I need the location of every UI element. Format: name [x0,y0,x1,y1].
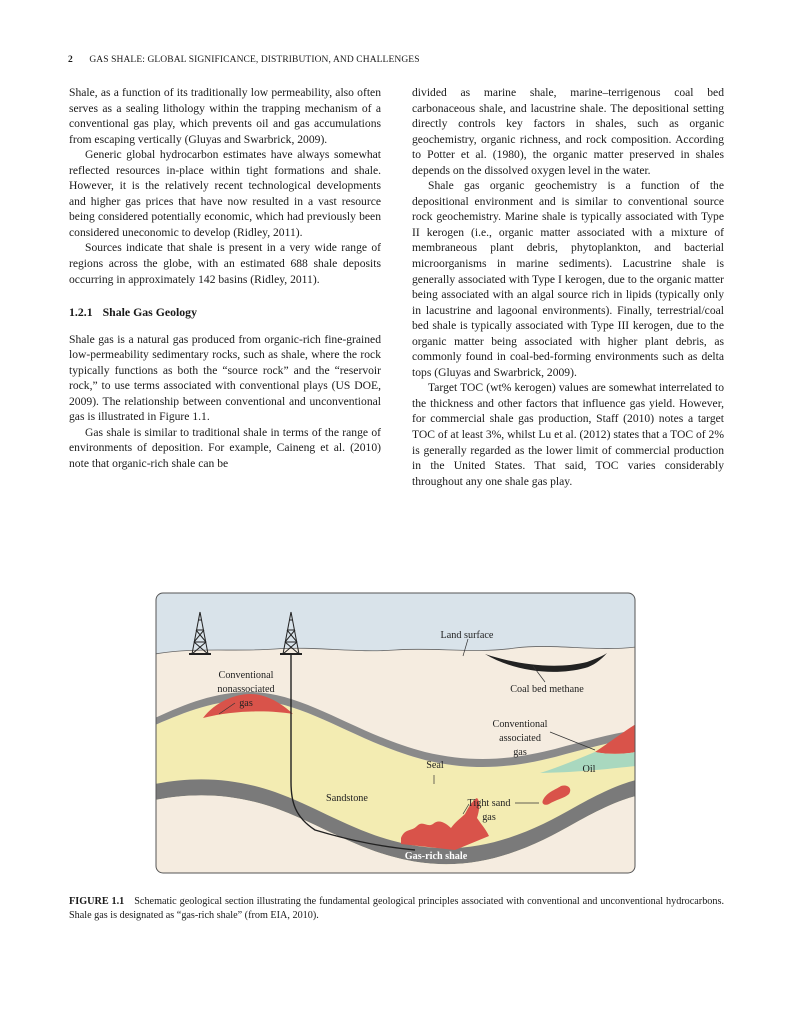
label-seal: Seal [426,760,444,771]
left-column [69,85,381,472]
label-coal-bed-methane: Coal bed methane [510,684,584,695]
paragraph: Gas shale is similar to traditional shale in terms of the range of environments of deposition. For example, Caineng et al. (2010) note that organic-rich shale can be [69,425,381,471]
paragraph: Shale, as a function of its traditionally low permeability, also often serves as a sealing lithology within the trapping mechanism of a conventional gas play, which prevents oil and gas accumulations from escaping vertically (Gluyas and Swarbrick, 2009). [69,86,381,146]
running-title: GAS SHALE: GLOBAL SIGNIFICANCE, DISTRIBUTION, AND CHALLENGES [89,55,420,65]
caption-text: Schematic geological section illustrating the fundamental geological principles associated with conventional and unconventional hydrocarbons. Shale gas is designated as “gas-rich shale” (from EIA, 2010). [69,896,724,921]
label-conventional-nonassociated-gas-line2: nonassociated [217,684,275,695]
paragraph: Shale gas organic geochemistry is a function of the depositional environment and is similar to conventional source rock geochemistry. Marine shale is typically associated with Type II kerogen (i.e., organic matter associated with a mixture of membraneous plant debris, phytoplankton, and bacterial microorganisms in marine sediments). Lacustrine shale is generally associated with Type I kerogen, due to the organic matter being associated with an algal source rich in lipids (typically only in lacustrine and lagoonal environments). Finally, terrestrial/coal bed shale is typically associated with Type III kerogen, due to the organic matter being associated with higher plant debris, as commonly found in coal-bed-forming environments such as delta tops (Gluyas and Swarbrick, 2009). [412,179,724,379]
label-conventional-associated-gas-line1: Conventional [492,719,548,730]
label-land-surface: Land surface [440,630,494,641]
label-conventional-associated-gas-line2: associated [499,733,541,744]
label-oil: Oil [582,764,596,775]
label-conventional-nonassociated-gas-line3: gas [239,698,253,709]
label-sandstone: Sandstone [326,793,368,804]
running-header [68,55,420,65]
label-conventional-associated-gas-line3: gas [513,747,527,758]
figure-geological-section [155,592,636,874]
paragraph: Shale gas is a natural gas produced from organic-rich fine-grained low-permeability sedimentary rocks, such as shale, where the rock typically functions as both the “source rock” and the “reservoir rock,” to use terms associated with conventional plays (US DOE, 2009). The relationship between conventional and unconventional gas is illustrated in Figure 1.1. [69,332,381,424]
right-column [412,85,724,489]
label-gas-rich-shale: Gas-rich shale [404,851,468,862]
section-heading [69,305,381,321]
paragraph: Sources indicate that shale is present in a very wide range of regions across the globe, with an estimated 688 shale deposits occurring in approximately 142 basins (Ridley, 2011). [69,241,381,286]
figure-caption [69,895,724,922]
section-number: 1.2.1 [69,305,93,320]
label-tight-sand-gas-line2: gas [482,812,496,823]
page-number: 2 [68,55,73,65]
paragraph: divided as marine shale, marine–terrigenous coal bed carbonaceous shale, and lacustrine shale. The depositional setting directly controls key factors in shales, such as organic geochemistry, organic richness, and rock composition. According to Potter et al. (1980), the organic matter preserved in shales depends on the dissolved oxygen level in the water. [412,86,724,177]
paragraph: Target TOC (wt% kerogen) values are somewhat interrelated to the thickness and other factors that influence gas yield. However, for commercial shale gas production, Staff (2010) notes a target TOC of at least 3%, whilst Lu et al. (2012) states that a TOC of 2% is generally regarded as the lower limit of commercial production in the United States. That said, TOC varies considerably throughout any one shale gas play. [412,381,725,488]
geological-section-diagram [155,592,636,874]
label-conventional-nonassociated-gas-line1: Conventional [218,670,274,681]
label-tight-sand-gas-line1: Tight sand [467,798,511,809]
figure-label: FIGURE 1.1 [69,896,125,907]
paragraph: Generic global hydrocarbon estimates have always somewhat reflected resources in-place within tight formations and shale. However, it is the relatively recent technological developments and higher gas prices that have now resulted in a vast resource being considered potentially economic, which had previously been considered uneconomic to develop (Ridley, 2011). [69,148,381,239]
section-title: Shale Gas Geology [102,305,197,320]
